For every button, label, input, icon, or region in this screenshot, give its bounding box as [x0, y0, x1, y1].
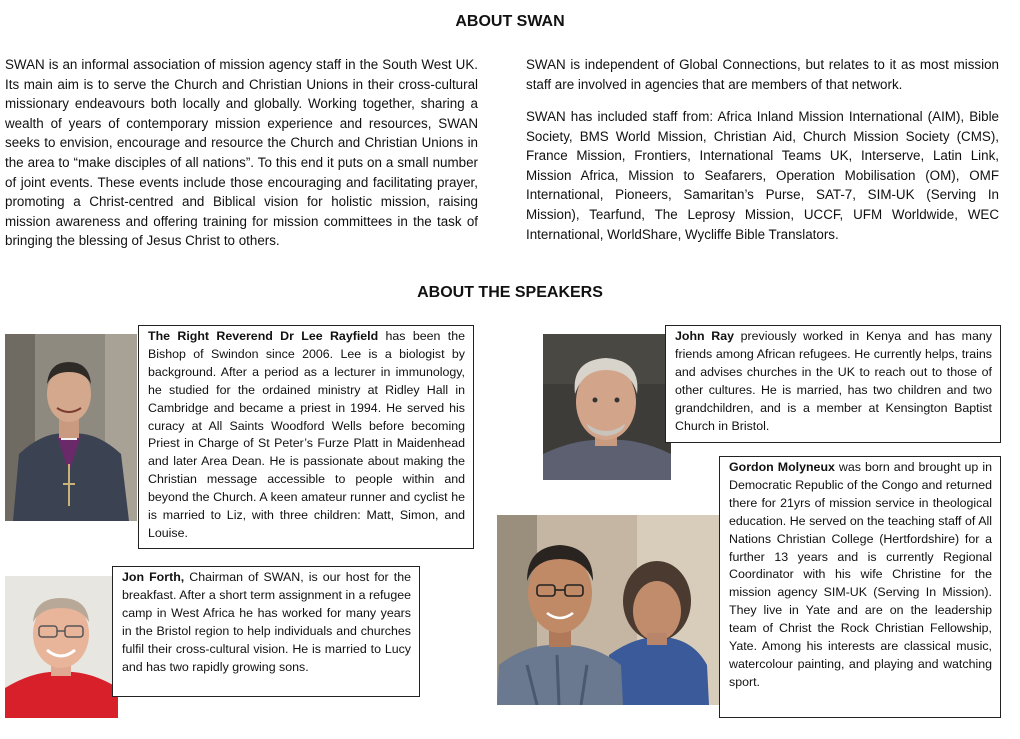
- about-swan-independence-paragraph: SWAN is independent of Global Connections, but relates to it as most mission staff are involved in agencies that are members of that network.: [526, 57, 999, 92]
- gordon-molyneux-name: Gordon Molyneux: [729, 460, 835, 474]
- jon-forth-name: Jon Forth,: [122, 570, 185, 584]
- jon-forth-bio: Chairman of SWAN, is our host for the breakfast. After a short term assignment in a refugee camp in West Africa he has worked for many years in the Bristol region to help individuals and churches fulfil their cross-cultural vision. He is married to Lucy and has two rapidly growing sons.: [122, 570, 411, 674]
- lee-rayfield-bio: has been the Bishop of Swindon since 2006. Lee is a biologist by background. After a period as a lecturer in immunology, he studied for the ordained ministry at Ridley Hall in Cambridge and became a priest in 1994. He served his curacy at All Saints Woodford Wells before becoming Priest in Charge of St Peter’s Furze Platt in Maidenhead and later Area Dean. He is passionate about making the Christian message accessible to people within and beyond the Church. A keen amateur runner and cyclist he is married to Liz, with three children: Matt, Simon, and Louise.: [148, 329, 465, 540]
- about-swan-left-paragraph: SWAN is an informal association of mission agency staff in the South West UK. Its main aim is to serve the Church and Christian Unions in their cross-cultural missionary endeavours both locally and globally. Working together, sharing a wealth of years of contemporary mission experience and resources, SWAN seeks to envision, encourage and resource the Church and Christian Unions in the area to “make disciples of all nations”. To this end it puts on a small number of joint events. These events include those encouraging and facilitating prayer, promoting a Christ-centred and Biblical vision for holistic mission, raising mission awareness and offering training for mission committees in the task of bringing the blessing of Jesus Christ to others.: [5, 57, 478, 249]
- gordon-molyneux-photo: [497, 515, 719, 705]
- about-speakers-heading: ABOUT THE SPEAKERS: [417, 284, 603, 301]
- john-ray-bio-box: [665, 325, 1001, 443]
- john-ray-name: John Ray: [675, 329, 734, 343]
- gordon-molyneux-bio-box: [719, 456, 1001, 718]
- lee-rayfield-photo: [5, 334, 137, 521]
- lee-rayfield-name: The Right Reverend Dr Lee Rayfield: [148, 329, 379, 343]
- about-swan-agencies-paragraph: SWAN has included staff from: Africa Inland Mission International (AIM), Bible Society, BMS World Mission, Christian Aid, Church Mission Society (CMS), France Mission, Frontiers, International Teams UK, Interserve, Latin Link, Mission Africa, Mission to Seafarers, Operation Mobilisation (OM), OMF International, Pioneers, Samaritan’s Purse, SAT-7, SIM-UK (Serving In Mission), Tearfund, The Leprosy Mission, UCCF, UFM Worldwide, WEC International, WorldShare, Wycliffe Bible Translators.: [526, 109, 999, 242]
- jon-forth-photo: [5, 576, 118, 718]
- john-ray-photo: [543, 334, 671, 480]
- lee-rayfield-bio-box: [138, 325, 474, 549]
- about-swan-heading: ABOUT SWAN: [455, 13, 565, 30]
- john-ray-bio: previously worked in Kenya and has many friends among African refugees. He currently helps, trains and advises churches in the UK to reach out to those of other cultures. He is married, has two children and two grandchildren, and is a member at Kensington Baptist Church in Bristol.: [675, 329, 992, 433]
- gordon-molyneux-bio: was born and brought up in Democratic Republic of the Congo and returned there for 21yrs of mission service in theological education. He served on the teaching staff of All Nations Christian College (Hertfordshire) for a further 13 years and is currently Regional Coordinator with his wife Christine for the mission agency SIM-UK (Serving In Mission). They live in Yate and are on the leadership team of Christ the Rock Christian Fellowship, Yate. Among his interests are classical music, watercolour painting, and playing and watching sport.: [729, 460, 992, 689]
- jon-forth-bio-box: [112, 566, 420, 697]
